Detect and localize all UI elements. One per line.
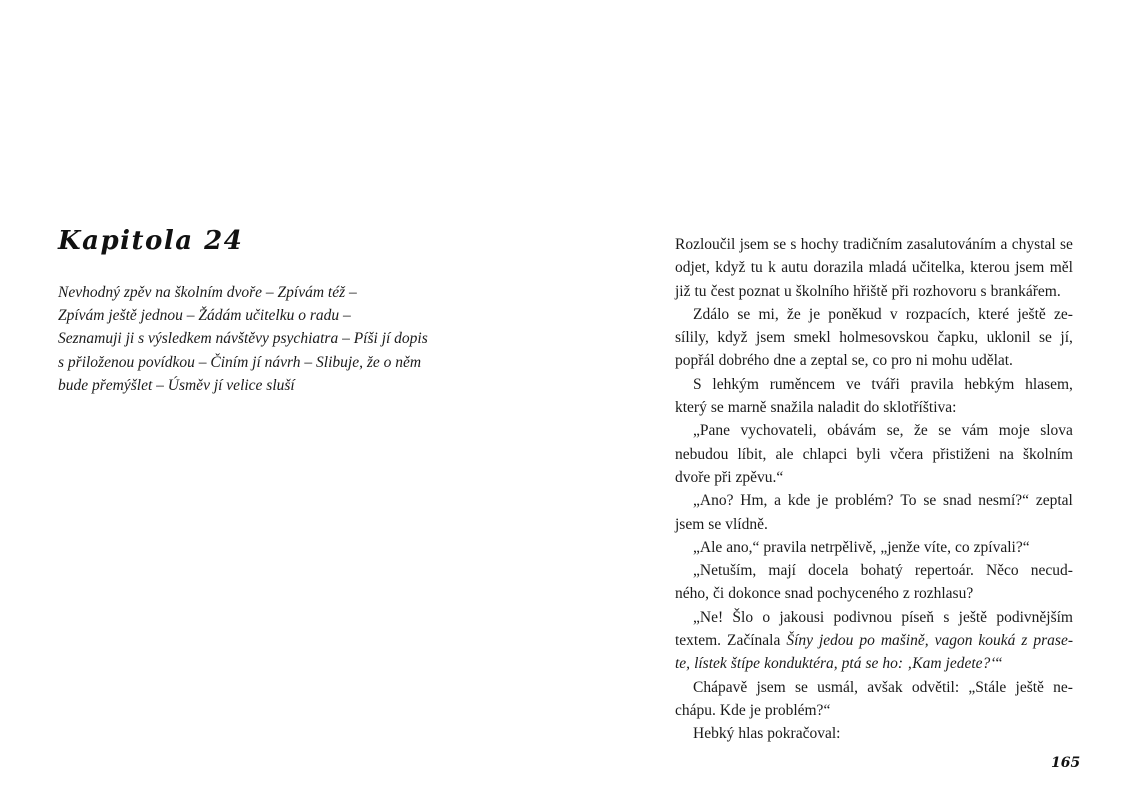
body-line: textem. Začínala Šíny jedou po mašině, vagon kouká z prase- — [675, 632, 1073, 650]
synopsis-line: Zpívám ještě jednou – Žádám učitelku o radu – — [58, 307, 351, 325]
page-number: 165 — [1051, 755, 1081, 771]
body-line: popřál dobrého dne a zeptal se, co pro ni mohu udělat. — [675, 352, 1013, 370]
body-line: odjet, když tu k autu dorazila mladá učitelka, kterou jsem měl — [675, 259, 1073, 277]
right-page — [566, 0, 1131, 800]
body-line: jsem se vlídně. — [675, 515, 768, 533]
synopsis-line: bude přemýšlet – Úsměv jí velice sluší — [58, 376, 295, 394]
body-text — [675, 233, 1073, 746]
body-line: dvoře při zpěvu.“ — [675, 468, 784, 486]
body-line: sílily, když jsem smekl holmesovskou čapku, uklonil se jí, — [675, 329, 1073, 347]
body-line: „Netuším, mají docela bohatý repertoár. Něco necud- — [693, 562, 1073, 580]
left-page — [0, 0, 565, 800]
body-line: ného, či dokonce snad pochyceného z rozhlasu? — [675, 585, 974, 603]
body-line: „Ano? Hm, a kde je problém? To se snad nesmí?“ zeptal — [693, 492, 1073, 510]
body-line: „Ne! Šlo o jakousi podivnou píseň s ještě podivnějším — [693, 608, 1073, 626]
body-line: nebudou líbit, ale chlapci byli včera přistiženi na školním — [675, 445, 1073, 463]
body-line: který se marně snažila naladit do sklotříštiva: — [675, 399, 957, 417]
body-line: Chápavě jsem se usmál, avšak odvětil: „Stále ještě ne- — [693, 678, 1073, 696]
body-line: Rozloučil jsem se s hochy tradičním zasalutováním a chystal se — [675, 236, 1073, 253]
body-line: již tu čest poznat u školního hřiště při rozhovoru s brankářem. — [675, 282, 1061, 300]
body-line: „Ale ano,“ pravila netrpělivě, „jenže víte, co zpívali?“ — [693, 538, 1030, 556]
body-line: „Pane vychovateli, obávám se, že se vám moje slova — [693, 422, 1073, 440]
body-line: te, lístek štípe konduktéra, ptá se ho: ‚Kam jedete?‘“ — [675, 655, 1003, 673]
body-line: chápu. Kde je problém?“ — [675, 701, 831, 719]
body-line: S lehkým ruměncem ve tváři pravila hebkým hlasem, — [693, 375, 1073, 393]
synopsis-line: Nevhodný zpěv na školním dvoře – Zpívám též – — [58, 284, 357, 301]
synopsis-line: Seznamuji ji s výsledkem návštěvy psychiatra – Píši jí dopis — [58, 330, 428, 348]
chapter-synopsis — [58, 281, 458, 397]
body-line: Hebký hlas pokračoval: — [693, 725, 841, 743]
body-line: Zdálo se mi, že je poněkud v rozpacích, které ještě ze- — [693, 305, 1073, 323]
synopsis-line: s přiloženou povídkou – Činím jí návrh – Slibuje, že o něm — [58, 353, 422, 371]
chapter-title: Kapitola 24 — [58, 226, 244, 256]
